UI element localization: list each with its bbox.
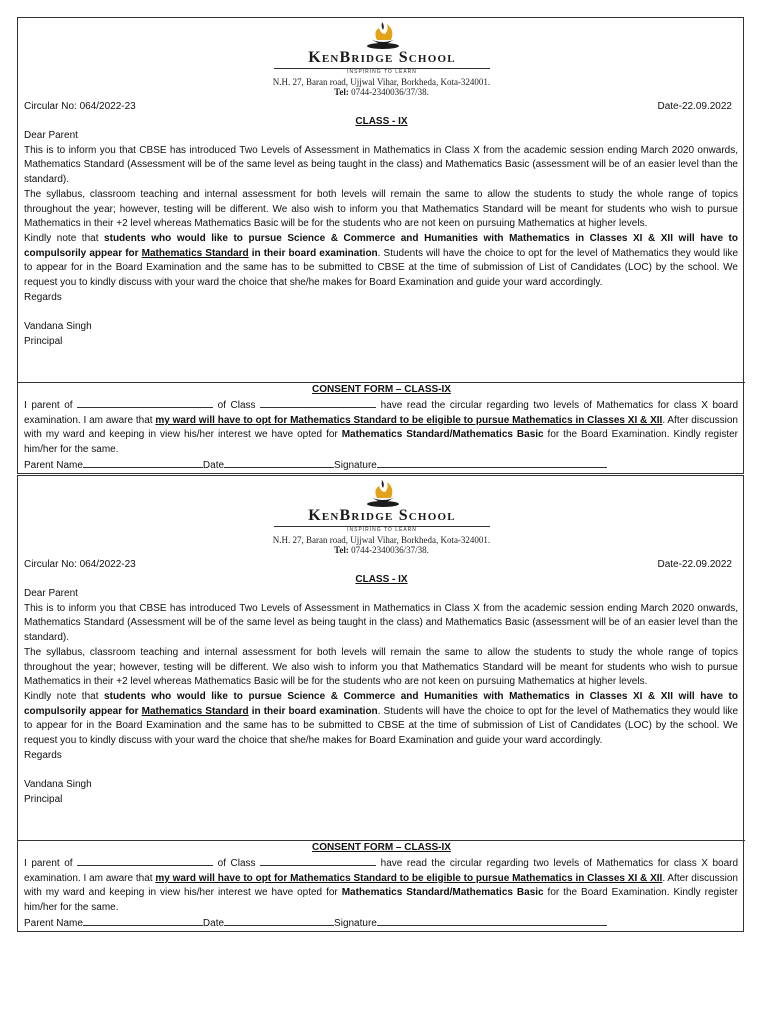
consent-of-class: of Class <box>217 858 256 869</box>
paragraph-3 <box>24 232 738 291</box>
paragraph-3 <box>24 690 738 749</box>
school-telephone <box>18 545 745 555</box>
consent-after-discussion: . After discussion with my ward and keeping in view his/her interest we have opted for <box>24 872 738 899</box>
school-name: KenBridge School <box>308 507 456 524</box>
signature-blank[interactable] <box>377 916 607 926</box>
circular-number: Circular No: 064/2022-23 <box>24 559 136 570</box>
class-heading: CLASS - IX <box>355 574 408 585</box>
circular-body <box>24 587 738 808</box>
circular-body <box>24 129 738 350</box>
salutation: Dear Parent <box>24 130 78 141</box>
para3-start: Kindly note that <box>24 232 105 244</box>
consent-have-read: have read the circular regarding two levels of Mathematics for class X board examination. I am aware that <box>24 858 739 884</box>
signature-label: Signature <box>334 917 377 929</box>
circular-copy-1 <box>17 17 744 474</box>
school-telephone <box>18 87 745 97</box>
tel-label: Tel: <box>334 87 349 97</box>
ward-name-blank[interactable] <box>77 398 213 408</box>
class-blank[interactable] <box>260 398 376 408</box>
para3-start: Kindly note that <box>24 690 105 702</box>
consent-after-discussion: . After discussion with my ward and keeping in view his/her interest we have opted for <box>24 414 738 441</box>
consent-aware-statement: my ward will have to opt for Mathematics Standard to be eligible to pursue Mathematics in Classes XI & XII <box>155 414 663 426</box>
para3-bold-text: students who would like to pursue Science & Commerce and Humanities with Mathematics in Classes XI & XII will have to compulsorily appear for <box>24 232 738 259</box>
parent-name-label: Parent Name <box>24 917 83 929</box>
consent-aware-statement: my ward will have to opt for Mathematics Standard to be eligible to pursue Mathematics in Classes XI & XII <box>155 872 663 884</box>
paragraph-2: The syllabus, classroom teaching and internal assessment for both levels will remain the same to allow the students to study the whole range of topics throughout the year; however, testing will be different. We also wish to inform you that Mathematics Standard will be meant for students who wish to pursue Mathematics in their +2 level whereas Mathematics Basic will be for the students who are not keen on pursuing Mathematics at higher levels. <box>24 188 738 230</box>
date-label: Date <box>202 917 225 929</box>
signature-label: Signature <box>334 459 377 471</box>
parent-name-label: Parent Name <box>24 459 83 471</box>
para3-bold-underlined: Mathematics Standard <box>141 247 249 259</box>
signatory-name: Vandana Singh <box>24 779 92 791</box>
consent-body <box>24 398 738 474</box>
school-name: KenBridge School <box>308 49 456 66</box>
consent-of-class: of Class <box>217 400 256 411</box>
consent-closing: for the Board Examination. Kindly register him/her for the same. <box>24 429 738 456</box>
tel-value: 0744-2340036/37/38. <box>351 545 429 555</box>
consent-options: Mathematics Standard/Mathematics Basic <box>341 429 544 441</box>
consent-body <box>24 856 738 932</box>
date-blank[interactable] <box>224 916 334 926</box>
tel-value: 0744-2340036/37/38. <box>351 87 429 97</box>
date-blank[interactable] <box>224 458 334 468</box>
circular-date: Date-22.09.2022 <box>657 559 732 570</box>
school-logo <box>270 478 494 533</box>
school-address: N.H. 27, Baran road, Ujjwal Vihar, Borkheda, Kota-324001. <box>272 77 491 87</box>
regards: Regards <box>24 291 62 303</box>
ward-name-blank[interactable] <box>77 856 213 866</box>
circular-copy-2 <box>17 475 744 932</box>
class-blank[interactable] <box>260 856 376 866</box>
signatory-title: Principal <box>24 793 63 805</box>
consent-options: Mathematics Standard/Mathematics Basic <box>341 887 544 899</box>
torch-emblem-icon <box>363 20 403 50</box>
class-heading: CLASS - IX <box>355 116 408 127</box>
signature-blank[interactable] <box>377 458 607 468</box>
signatory-title: Principal <box>24 335 63 347</box>
school-tagline: INSPIRING TO LEARN <box>347 527 417 533</box>
consent-closing: for the Board Examination. Kindly register him/her for the same. <box>24 887 738 914</box>
para3-rest: . Students will have the choice to opt for the level of Mathematics they would like to appear for in the Board Examination and the same has to be submitted to CBSE at the time of submission of List of Candidates (LOC) by the school. We request you to kindly discuss with your ward the choice that she/he makes for Board Examination and guide your ward accordingly. <box>24 247 738 289</box>
date-label: Date <box>202 459 225 471</box>
parent-name-blank[interactable] <box>83 916 203 926</box>
circular-date: Date-22.09.2022 <box>657 101 732 112</box>
school-tagline: INSPIRING TO LEARN <box>347 69 417 75</box>
torch-emblem-icon <box>363 478 403 508</box>
paragraph-2: The syllabus, classroom teaching and internal assessment for both levels will remain the same to allow the students to study the whole range of topics throughout the year; however, testing will be different. We also wish to inform you that Mathematics Standard will be meant for students who wish to pursue Mathematics in their +2 level whereas Mathematics Basic will be for the students who are not keen on pursuing Mathematics at higher levels. <box>24 646 738 688</box>
para3-rest: . Students will have the choice to opt for the level of Mathematics they would like to appear for in the Board Examination and the same has to be submitted to CBSE at the time of submission of List of Candidates (LOC) by the school. We request you to kindly discuss with your ward the choice that she/he makes for Board Examination and guide your ward accordingly. <box>24 705 738 747</box>
para3-bold-underlined: Mathematics Standard <box>141 705 249 717</box>
consent-have-read: have read the circular regarding two levels of Mathematics for class X board examination. I am aware that <box>24 400 739 426</box>
consent-heading: CONSENT FORM – CLASS-IX <box>312 384 451 395</box>
parent-name-blank[interactable] <box>83 458 203 468</box>
circular-number: Circular No: 064/2022-23 <box>24 101 136 112</box>
paragraph-1: This is to inform you that CBSE has introduced Two Levels of Assessment in Mathematics in Class X from the academic session ending March 2020 onwards, Mathematics Standard (Assessment will be of the same level as being taught in the class) and Mathematics Basic (assessment will be of an easier level than the standard). <box>24 144 738 186</box>
tel-label: Tel: <box>334 545 349 555</box>
signatory-name: Vandana Singh <box>24 321 92 333</box>
consent-i-parent-of: I parent of <box>24 858 73 869</box>
school-address: N.H. 27, Baran road, Ujjwal Vihar, Borkheda, Kota-324001. <box>272 535 491 545</box>
consent-i-parent-of: I parent of <box>24 400 73 411</box>
school-logo <box>270 20 494 75</box>
para3-bold-text: students who would like to pursue Science & Commerce and Humanities with Mathematics in Classes XI & XII will have to compulsorily appear for <box>24 690 738 717</box>
para3-bold-end: in their board examination <box>248 705 378 717</box>
consent-heading: CONSENT FORM – CLASS-IX <box>312 842 451 853</box>
para3-bold-end: in their board examination <box>248 247 378 259</box>
regards: Regards <box>24 749 62 761</box>
paragraph-1: This is to inform you that CBSE has introduced Two Levels of Assessment in Mathematics in Class X from the academic session ending March 2020 onwards, Mathematics Standard (Assessment will be of the same level as being taught in the class) and Mathematics Basic (assessment will be of an easier level than the standard). <box>24 602 738 644</box>
salutation: Dear Parent <box>24 588 78 599</box>
